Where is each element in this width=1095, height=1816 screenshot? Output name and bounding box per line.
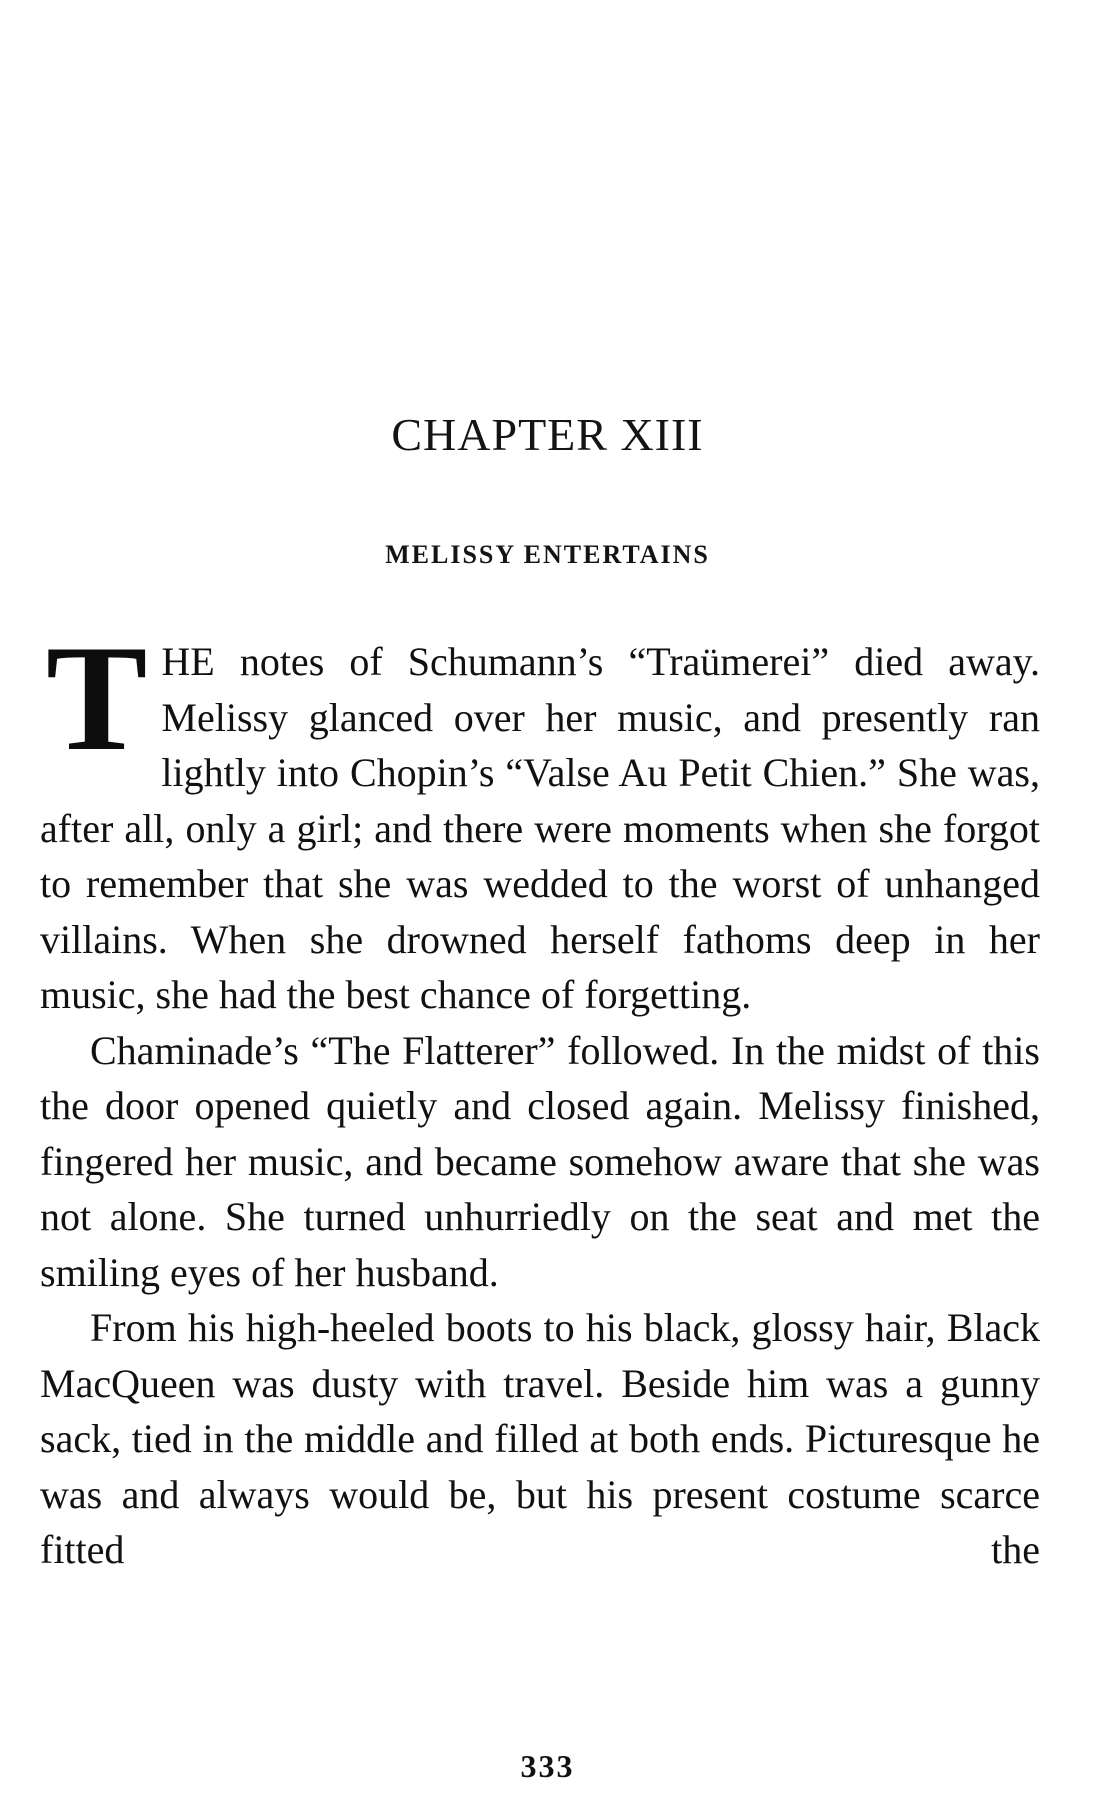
paragraph-1-text: HE notes of Schumann’s “Traümerei” died away. Melissy glanced over her music, and presently ran lightly into Chopin’s “Valse Au Petit Chien.” She was, after all, only a girl; and there were moments when she forgot to remember that she was wedded to the worst of unhanged villains. When she drowned herself fathoms deep in her music, she had the best chance of forgetting. bbox=[40, 639, 1040, 1017]
page-number: 333 bbox=[520, 1748, 575, 1784]
paragraph-1 bbox=[40, 614, 1040, 1023]
paragraph-3: From his high-heeled boots to his black, glossy hair, Black MacQueen was dusty with travel. Beside him was a gunny sack, tied in the middle and filled at both ends. Picturesque he was and always would be, but his present costume scarce fitted the bbox=[40, 1305, 1040, 1572]
body-text bbox=[40, 614, 1040, 1578]
paragraph-2: Chaminade’s “The Flatterer” followed. In the midst of this the door opened quietly and closed again. Melissy finished, fingered her music, and became somehow aware that she was not alone. She turned unhurriedly on the seat and met the smiling eyes of her husband. bbox=[40, 1027, 1040, 1295]
drop-cap: T bbox=[46, 614, 148, 782]
chapter-subtitle: MELISSY ENTERTAINS bbox=[385, 540, 710, 569]
chapter-heading: CHAPTER XIII bbox=[391, 409, 704, 460]
